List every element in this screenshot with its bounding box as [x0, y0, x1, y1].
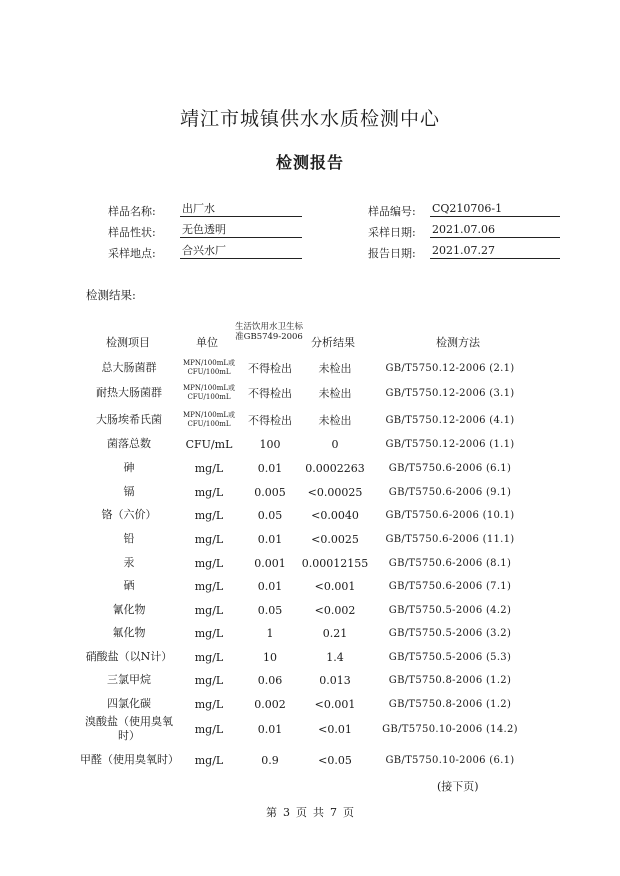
row-method: GB/T5750.6-2006 (8.1) [388, 557, 512, 569]
row-unit: mg/L [194, 579, 224, 593]
footer-of-word: 共 [313, 806, 324, 819]
row-limit: 0.01 [257, 461, 283, 475]
header-method: 检测方法 [436, 336, 480, 349]
table-row [0, 356, 620, 380]
row-unit: MPN/100mL或CFU/100mL [182, 359, 235, 376]
organization-title: 靖江市城镇供水水质检测中心 [179, 108, 440, 130]
row-result: <0.01 [318, 722, 352, 736]
row-method: GB/T5750.12-2006 (2.1) [385, 362, 515, 374]
row-item: 铬（六价） [101, 508, 157, 521]
row-method: GB/T5750.12-2006 (4.1) [385, 414, 515, 426]
footer-prefix: 第 [266, 806, 277, 819]
row-unit: MPN/100mL或CFU/100mL [182, 411, 235, 428]
continued-note: (接下页) [437, 780, 479, 793]
footer-total-pages: 7 [330, 806, 337, 819]
row-item: 三氯甲烷 [107, 673, 151, 686]
sample-state-label: 样品性状: [108, 226, 156, 239]
row-result: <0.05 [318, 753, 352, 767]
footer-total-word: 页 [343, 806, 354, 819]
row-result: <0.0040 [311, 508, 359, 522]
sample-info-row-2 [0, 222, 620, 240]
row-result: 未检出 [318, 362, 352, 375]
table-row [0, 692, 620, 716]
row-item: 菌落总数 [107, 437, 151, 450]
footer-page-word: 页 [296, 806, 307, 819]
row-item: 氟化物 [112, 626, 146, 639]
header-item: 检测项目 [106, 336, 150, 349]
row-limit: 0.01 [257, 532, 283, 546]
row-unit: mg/L [194, 556, 224, 570]
table-row [0, 480, 620, 504]
sample-info-row-3 [0, 243, 620, 261]
table-row [0, 456, 620, 480]
row-result: 1.4 [326, 650, 344, 664]
row-result: 0.013 [319, 673, 351, 687]
page-footer [0, 804, 620, 820]
row-limit: 1 [266, 626, 274, 640]
row-method: GB/T5750.8-2006 (1.2) [388, 674, 512, 686]
sampling-site-label: 采样地点: [108, 247, 156, 260]
report-date-label: 报告日期: [368, 247, 416, 260]
row-result: 0 [331, 437, 339, 451]
sample-code-label: 样品编号: [368, 205, 416, 218]
sample-info-row-1 [0, 201, 620, 219]
row-unit: mg/L [194, 753, 224, 767]
table-row [0, 574, 620, 598]
row-method: GB/T5750.10-2006 (14.2) [382, 723, 518, 735]
row-item: 甲醛（使用臭氧时） [80, 753, 179, 766]
report-date-value: 2021.07.27 [430, 243, 560, 259]
sample-name-label: 样品名称: [108, 205, 156, 218]
row-limit: 10 [263, 650, 277, 664]
row-result: <0.00025 [307, 485, 363, 499]
row-unit: mg/L [194, 461, 224, 475]
sample-name-value: 出厂水 [180, 201, 302, 217]
row-unit: mg/L [194, 650, 224, 664]
row-limit: 不得检出 [248, 362, 292, 375]
row-result: 0.00012155 [301, 556, 369, 570]
row-unit: mg/L [194, 603, 224, 617]
row-item: 四氯化碳 [107, 697, 151, 710]
header-standard: 生活饮用水卫生标准GB5749-2006 [234, 322, 303, 342]
row-unit: mg/L [194, 722, 224, 736]
row-unit: mg/L [194, 673, 224, 687]
row-method: GB/T5750.6-2006 (6.1) [388, 462, 512, 474]
row-item: 铅 [123, 532, 135, 545]
sample-state-value: 无色透明 [180, 222, 302, 238]
row-unit: mg/L [194, 626, 224, 640]
table-row [0, 668, 620, 692]
row-result: <0.001 [314, 697, 356, 711]
row-unit: MPN/100mL或CFU/100mL [182, 384, 235, 401]
row-limit: 0.002 [254, 697, 286, 711]
table-row [0, 745, 620, 775]
row-method: GB/T5750.12-2006 (3.1) [385, 387, 515, 399]
sampling-date-value: 2021.07.06 [430, 222, 560, 238]
row-unit: CFU/mL [185, 437, 233, 451]
row-limit: 0.01 [257, 579, 283, 593]
row-method: GB/T5750.6-2006 (9.1) [388, 486, 512, 498]
header-unit: 单位 [196, 336, 218, 349]
row-method: GB/T5750.5-2006 (5.3) [388, 651, 512, 663]
table-row [0, 408, 620, 432]
row-method: GB/T5750.5-2006 (3.2) [388, 627, 512, 639]
table-row [0, 432, 620, 456]
table-row [0, 714, 620, 744]
row-unit: mg/L [194, 697, 224, 711]
row-item: 大肠埃希氏菌 [96, 413, 162, 426]
row-unit: mg/L [194, 532, 224, 546]
table-row [0, 598, 620, 622]
table-row [0, 551, 620, 575]
row-unit: mg/L [194, 485, 224, 499]
sampling-date-label: 采样日期: [368, 226, 416, 239]
row-item: 硝酸盐（以N计） [85, 650, 173, 663]
row-method: GB/T5750.5-2006 (4.2) [388, 604, 512, 616]
row-limit: 0.05 [257, 603, 283, 617]
row-method: GB/T5750.10-2006 (6.1) [385, 754, 515, 766]
row-result: 0.21 [322, 626, 348, 640]
sample-code-value: CQ210706-1 [430, 201, 560, 217]
row-limit: 0.005 [254, 485, 286, 499]
row-item: 汞 [123, 556, 135, 569]
row-result: <0.001 [314, 579, 356, 593]
row-limit: 0.01 [257, 722, 283, 736]
report-title: 检测报告 [275, 153, 344, 172]
row-limit: 100 [259, 437, 281, 451]
row-item: 氰化物 [112, 603, 146, 616]
results-label: 检测结果: [86, 288, 136, 302]
row-result: <0.002 [314, 603, 356, 617]
row-item: 镉 [123, 485, 135, 498]
row-limit: 不得检出 [248, 387, 292, 400]
row-item: 硒 [123, 579, 135, 592]
row-method: GB/T5750.6-2006 (7.1) [388, 580, 512, 592]
row-method: GB/T5750.12-2006 (1.1) [385, 438, 515, 450]
row-result: 未检出 [318, 414, 352, 427]
row-method: GB/T5750.6-2006 (10.1) [385, 509, 515, 521]
table-row [0, 527, 620, 551]
row-limit: 0.001 [254, 556, 286, 570]
sampling-site-value: 合兴水厂 [180, 243, 302, 259]
row-result: <0.0025 [311, 532, 359, 546]
footer-page-number: 3 [283, 806, 290, 819]
row-item: 溴酸盐（使用臭氧时） [85, 715, 173, 742]
table-row [0, 503, 620, 527]
row-item: 砷 [123, 461, 135, 474]
row-method: GB/T5750.6-2006 (11.1) [385, 533, 515, 545]
row-unit: mg/L [194, 508, 224, 522]
row-limit: 0.05 [257, 508, 283, 522]
row-limit: 0.9 [261, 753, 279, 767]
table-row [0, 645, 620, 669]
row-result: 未检出 [318, 387, 352, 400]
row-item: 总大肠菌群 [101, 361, 157, 374]
table-row [0, 381, 620, 405]
row-result: 0.0002263 [305, 461, 365, 475]
row-limit: 不得检出 [248, 414, 292, 427]
row-item: 耐热大肠菌群 [96, 386, 162, 399]
row-method: GB/T5750.8-2006 (1.2) [388, 698, 512, 710]
table-row [0, 621, 620, 645]
row-limit: 0.06 [257, 673, 283, 687]
header-result: 分析结果 [311, 336, 355, 349]
